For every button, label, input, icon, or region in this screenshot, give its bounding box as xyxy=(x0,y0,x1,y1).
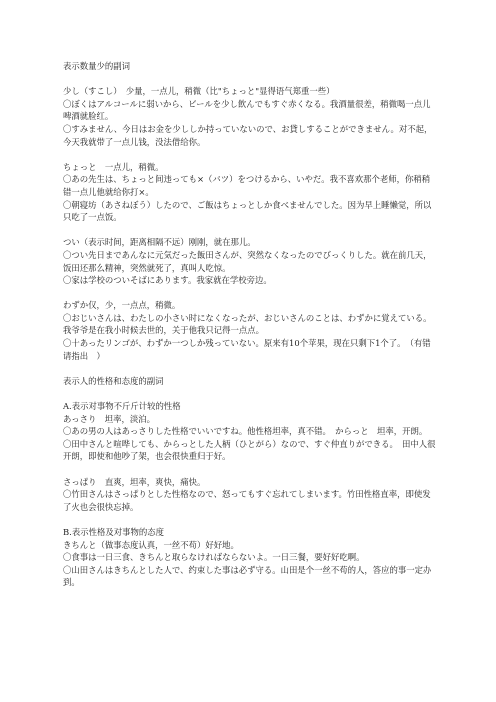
text-line: 〇つい先日まであんなに元気だった飯田さんが、突然なくなったのでびっくりした。就在前几天，饭田还那么精神，突然就死了，真叫人吃惊。 xyxy=(63,249,432,273)
text-line: きちんと（做事态度认真，一丝不苟）好好地。 xyxy=(63,539,239,550)
paragraph-gap xyxy=(63,362,436,375)
text-line: 〇朝寝坊（あさねぼう）したので、ご飯はちょっとしか食べませんでした。因为早上睡懒觉，所以只吃了一点饭。 xyxy=(63,199,432,223)
text-line: 〇食事は一日三食、きちんと取らなければならないよ。一日三餐，要好好吃啊。 xyxy=(63,552,365,563)
text-line: 〇山田さんはきちんとした人で、约束した事は必ず守る。山田是个一丝不苟的人，答应的事一定办到。 xyxy=(63,564,432,588)
text-line: A.表示对事物不斤斤计较的性格 xyxy=(63,401,181,412)
text-line: 〇すみません、今日はお金を少ししか持っていないので、お貸しすることができません。对不起，今天我就带了一点儿钱，没法借给你。 xyxy=(63,123,433,147)
text-line: 〇おじいさんは、わたしの小さい时になくなったが、おじいさんのことは、わずかに覚えている。我爷爷是在我小时候去世的，关于他我只记得一点点。 xyxy=(63,312,432,336)
text-line: 表示数量少的副词 xyxy=(63,61,130,71)
text-line: 表示人的性格和态度的副词 xyxy=(63,375,164,386)
text-line: 〇あの男の人はあっさりした性格でいいですね。他性格坦率，真不错。 からっと 坦率，开朗。 xyxy=(63,426,428,437)
text-line: ちょっと 一点儿，稍微。 xyxy=(63,161,164,172)
paragraph-gap xyxy=(63,513,436,526)
text-line: 〇竹田さんはさっぱりとした性格なので、怒ってもすぐ忘れてしまいます。竹田性格直率，即使发了火也会很快忘掉。 xyxy=(63,489,431,512)
text-line: さっぱり 直爽，坦率，爽快，痛快。 xyxy=(63,476,206,487)
paragraph-gap xyxy=(63,463,436,476)
paragraph-gap xyxy=(63,287,436,300)
text-line: 〇十あったリンゴが、わずか一つしか残っていない。原来有10个苹果，现在只剩下1个了。 （有错请指出 ） xyxy=(63,338,431,361)
text-line: あっさり 坦率，淡泊。 xyxy=(63,413,156,424)
text-line: つい（表示时间，距离相隔不远）刚刚，就在那儿。 xyxy=(63,237,256,248)
text-line: 〇田中さんと喧哗しても、からっとした人柄（ひとがら）なので、すぐ仲直りができる。 田中人很开朗，即使和他吵了架，也会很快重归于好。 xyxy=(63,438,436,462)
text-line: B.表示性格及对事物的态度 xyxy=(63,526,164,537)
paragraph-gap xyxy=(63,387,436,400)
text-line: 少し（すこし） 少量，一点儿，稍微（比"ちょっと"显得语气郑重一些） xyxy=(63,86,335,97)
paragraph-gap xyxy=(63,73,436,86)
paragraph-gap xyxy=(63,224,436,237)
text-line: 〇ぼくはアルコールに弱いから、ビールを少し飲んでもすぐ赤くなる。我酒量很差，稍微喝一点儿啤酒就脸红。 xyxy=(63,98,431,122)
text-line: わずか仅，少，一点点，稍微。 xyxy=(63,300,181,311)
text-line: 〇家は学校のついそばにあります。我家就在学校旁边。 xyxy=(63,275,272,286)
text-line: 〇あの先生は、ちょっと间违っても×（バツ）をつけるから、いやだ。我不喜欢那个老师，你稍稍错一点儿他就给你打×。 xyxy=(63,174,431,197)
paragraph-gap xyxy=(63,148,436,161)
